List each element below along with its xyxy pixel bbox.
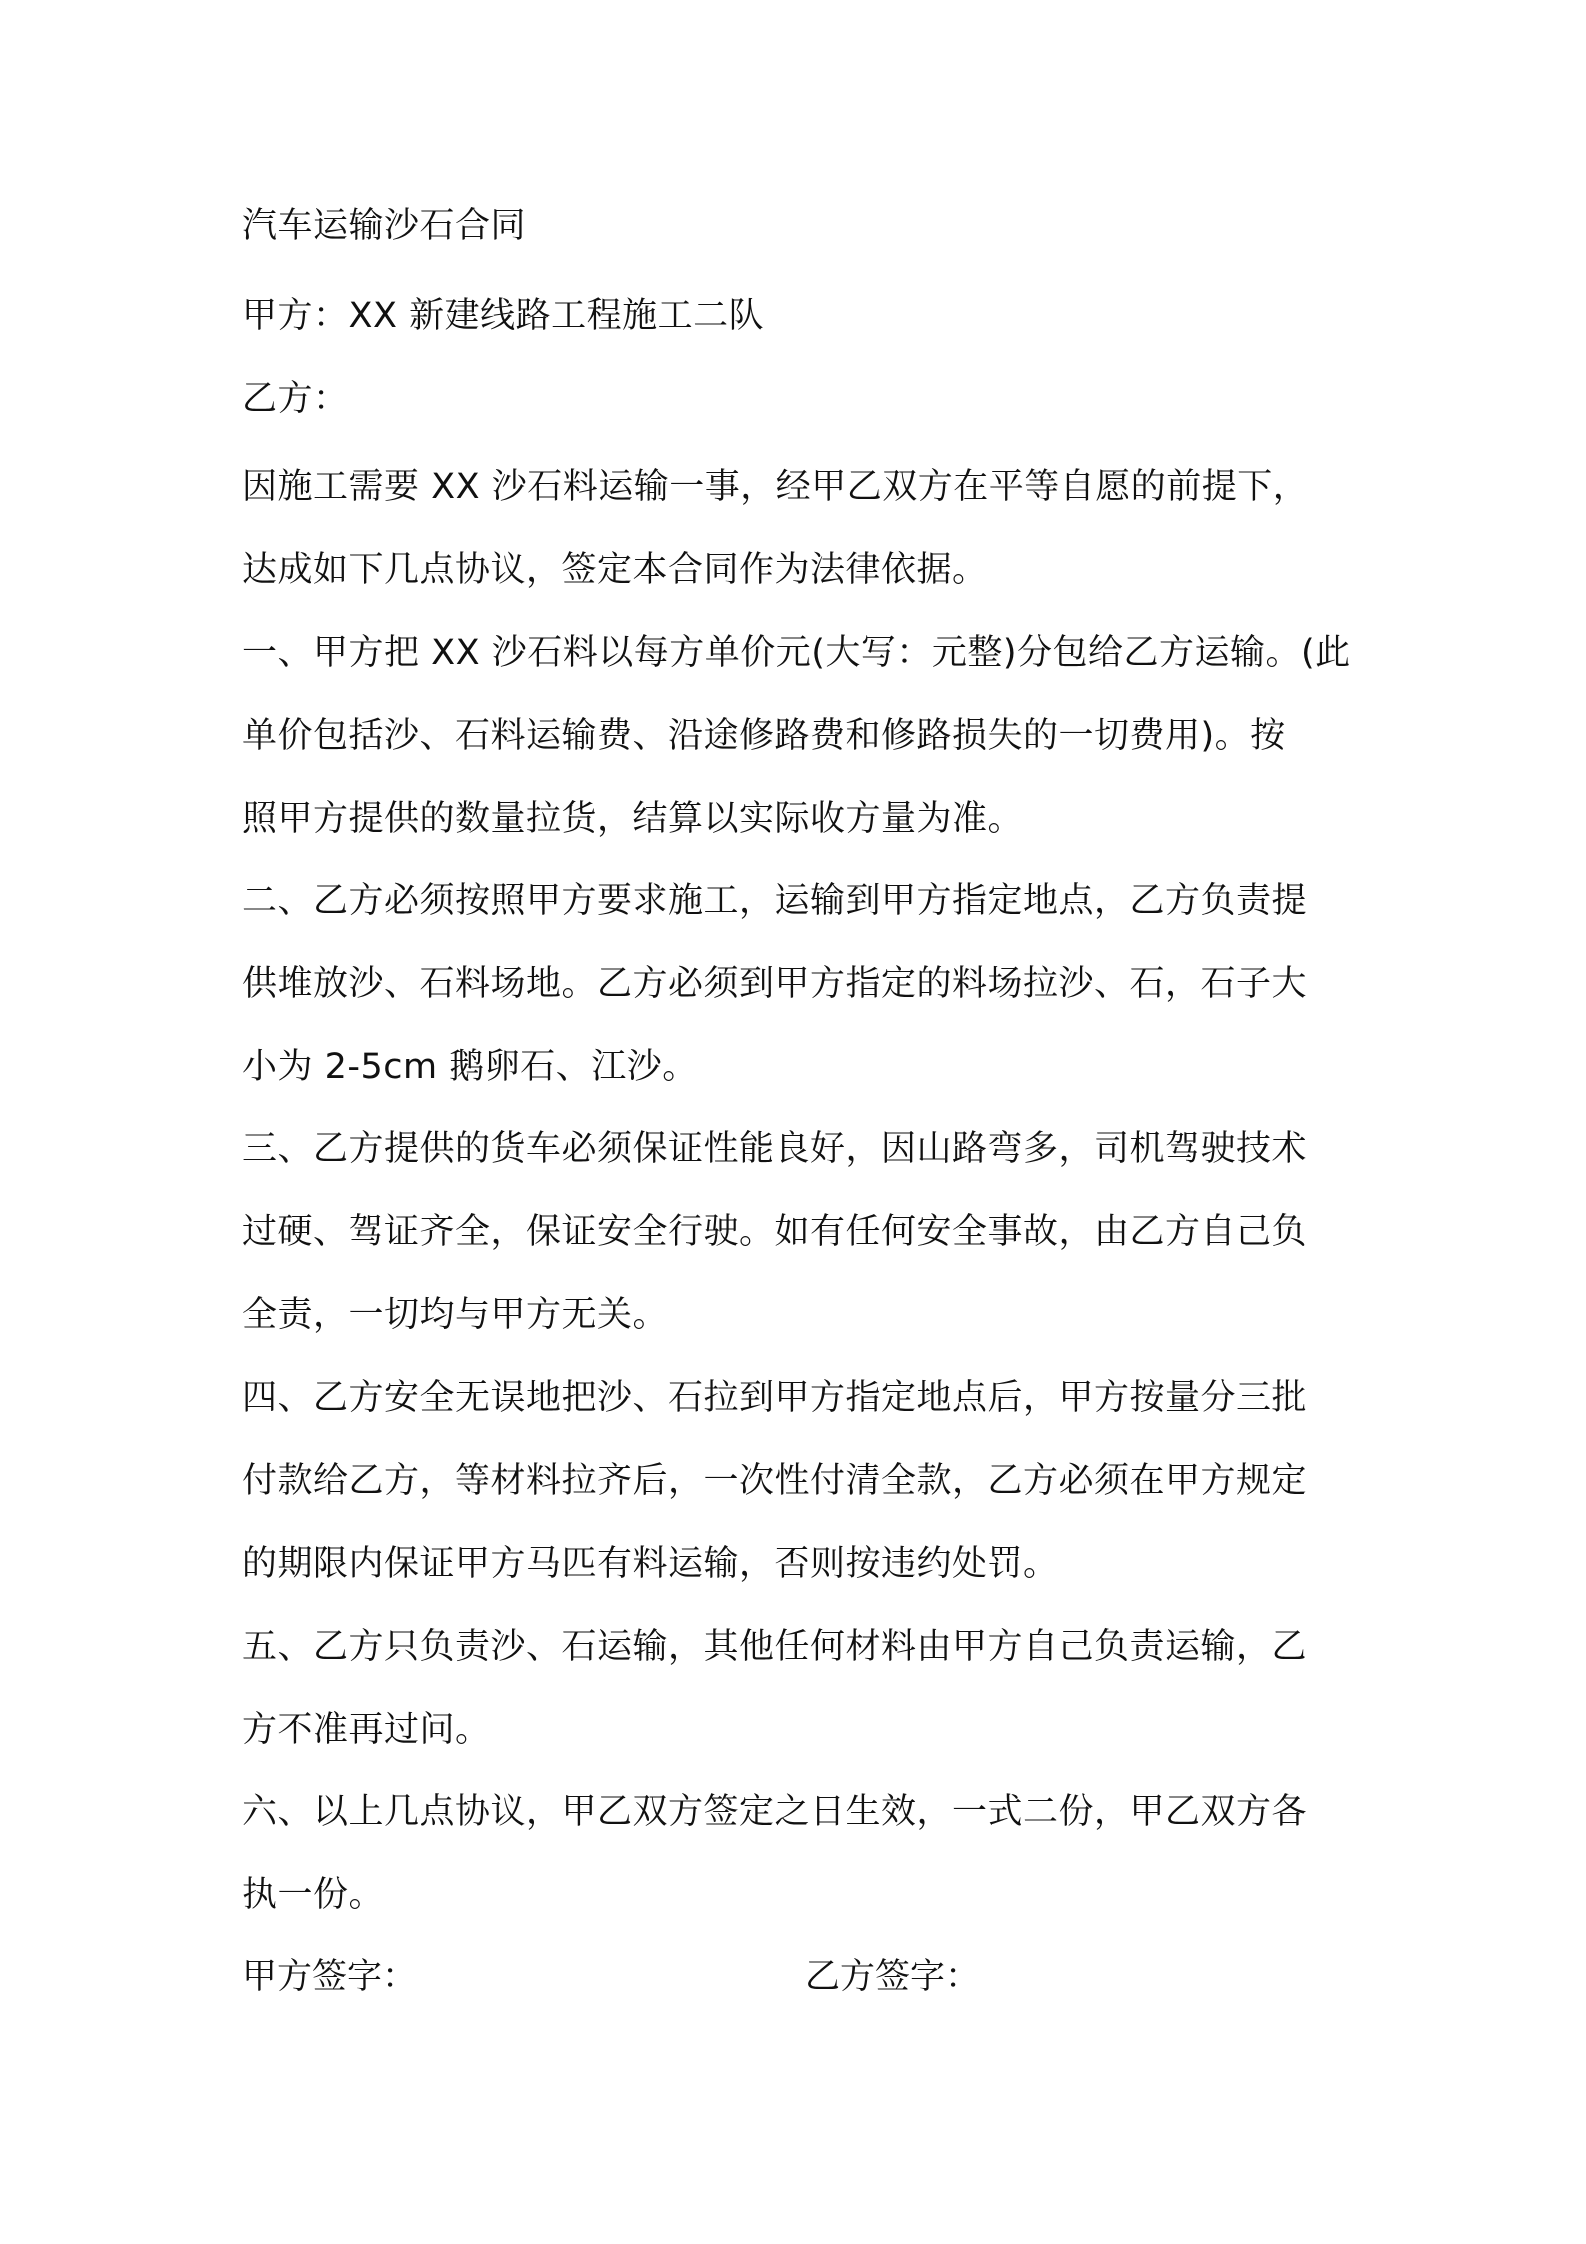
intro-line: 达成如下几点协议，签定本合同作为法律依据。 bbox=[242, 550, 988, 590]
clause-line: 付款给乙方，等材料拉齐后，一次性付清全款，乙方必须在甲方规定 bbox=[242, 1461, 1308, 1501]
clause-line: 三、乙方提供的货车必须保证性能良好，因山路弯多，司机驾驶技术 bbox=[242, 1129, 1308, 1169]
party-b-signature-label: 乙方签字： bbox=[805, 1957, 981, 1997]
clause-line: 执一份。 bbox=[242, 1875, 385, 1915]
title-line: 汽车运输沙石合同 bbox=[242, 206, 527, 246]
clause-line: 五、乙方只负责沙、石运输，其他任何材料由甲方自己负责运输，乙 bbox=[242, 1627, 1308, 1667]
clause-line: 过硬、驾证齐全，保证安全行驶。如有任何安全事故，由乙方自己负 bbox=[242, 1212, 1308, 1252]
clause-line: 方不准再过问。 bbox=[242, 1710, 491, 1750]
party-a-line bbox=[242, 275, 1362, 358]
party-a-signature-label: 甲方签字： bbox=[242, 1957, 418, 1997]
document-title bbox=[242, 185, 1362, 268]
signature-row bbox=[242, 1936, 1362, 2019]
clause-line: 二、乙方必须按照甲方要求施工，运输到甲方指定地点，乙方负责提 bbox=[242, 881, 1308, 921]
intro-line: 因施工需要 XX 沙石料运输一事，经甲乙双方在平等自愿的前提下， bbox=[242, 467, 1309, 507]
clause-line: 小为 2-5cm 鹅卵石、江沙。 bbox=[242, 1047, 698, 1087]
clause-1-paragraph bbox=[242, 612, 1362, 861]
party-b-text: 乙方： bbox=[242, 379, 349, 419]
intro-paragraph bbox=[242, 446, 1362, 612]
clause-3-paragraph bbox=[242, 1108, 1362, 1357]
clause-line: 单价包括沙、石料运输费、沿途修路费和修路损失的一切费用)。按 bbox=[242, 716, 1286, 756]
clause-2-paragraph bbox=[242, 860, 1362, 1109]
clause-line: 全责，一切均与甲方无关。 bbox=[242, 1295, 669, 1335]
clause-6-paragraph bbox=[242, 1771, 1362, 1937]
clause-line: 六、以上几点协议，甲乙双方签定之日生效，一式二份，甲乙双方各 bbox=[242, 1792, 1308, 1832]
clause-5-paragraph bbox=[242, 1606, 1362, 1772]
clause-line: 照甲方提供的数量拉货，结算以实际收方量为准。 bbox=[242, 799, 1024, 839]
clause-line: 四、乙方安全无误地把沙、石拉到甲方指定地点后，甲方按量分三批 bbox=[242, 1378, 1308, 1418]
clause-4-paragraph bbox=[242, 1357, 1362, 1606]
party-a-text: 甲方：XX 新建线路工程施工二队 bbox=[242, 296, 765, 336]
clause-line: 供堆放沙、石料场地。乙方必须到甲方指定的料场拉沙、石，石子大 bbox=[242, 964, 1308, 1004]
clause-line: 的期限内保证甲方马匹有料运输，否则按违约处罚。 bbox=[242, 1544, 1059, 1584]
clause-line: 一、甲方把 XX 沙石料以每方单价元(大写：元整)分包给乙方运输。(此 bbox=[242, 633, 1351, 673]
party-b-line bbox=[242, 358, 1362, 441]
